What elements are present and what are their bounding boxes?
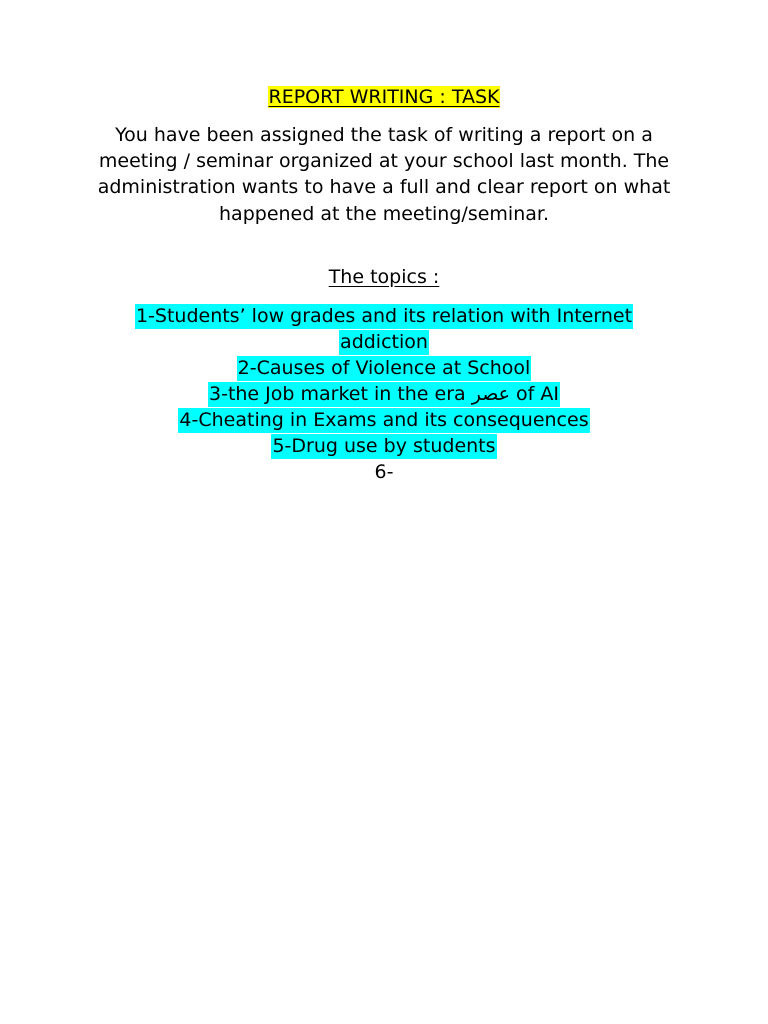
topics-heading: The topics :: [328, 266, 440, 288]
topic-number: 2-: [237, 357, 257, 379]
report-title: REPORT WRITING : TASK: [268, 86, 500, 108]
topics-heading-line: [0, 264, 768, 290]
topic-number: 6-: [374, 461, 394, 483]
topic-text: Students’ low grades and its relation with Internet addiction: [154, 305, 633, 353]
topic-highlight: [237, 356, 532, 381]
topic-number: 3-: [208, 383, 228, 405]
topic-highlight: [208, 382, 560, 407]
topic-text: Drug use by students: [291, 435, 496, 457]
topic-item-5: [90, 433, 678, 459]
topic-text: Cheating in Exams and its consequences: [198, 409, 589, 431]
topic-item-1: [90, 303, 678, 355]
topic-item-4: [90, 407, 678, 433]
topic-number: 4-: [179, 409, 199, 431]
topic-text: Causes of Violence at School: [256, 357, 531, 379]
topic-highlight: [178, 408, 589, 433]
topic-item-2: [90, 355, 678, 381]
topic-text: the Job market in the era: [227, 383, 472, 405]
topic-text-suffix: of AI: [510, 383, 560, 405]
topic-highlight: [271, 434, 496, 459]
topic-highlight: [135, 304, 633, 355]
title-line: [0, 84, 768, 110]
topics-list: [90, 303, 678, 485]
topic-number: 1-: [135, 305, 155, 327]
topic-number: 5-: [272, 435, 292, 457]
arabic-word: عصر: [471, 383, 511, 405]
task-description: You have been assigned the task of writing a report on a meeting / seminar organized at your school last month. The administration wants to have a full and clear report on what happened at the meeting/seminar.: [97, 124, 671, 225]
topic-item-3: [90, 381, 678, 407]
topic-item-6: [90, 459, 678, 485]
